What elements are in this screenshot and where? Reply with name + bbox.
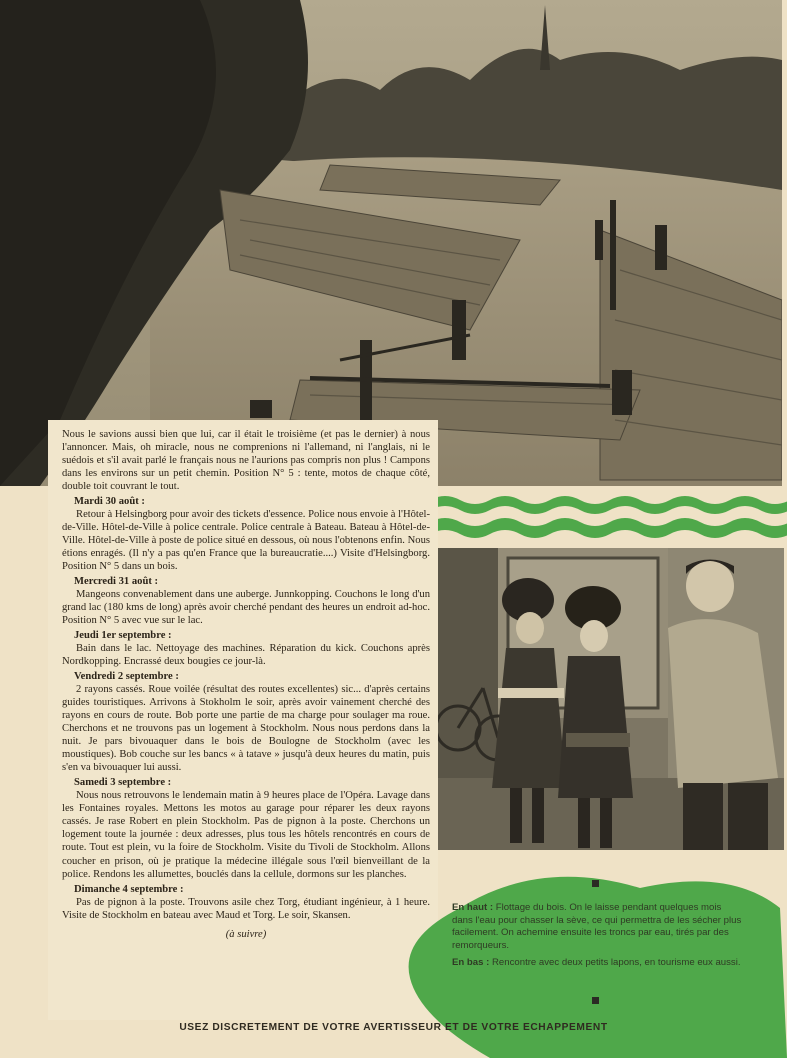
caption-top	[452, 902, 742, 953]
entry-text: Nous nous retrouvons le lendemain matin à 9 heures place de l'Opéra. Lavage dans les Fontaines royales. Mettons les motos au garage pour réparer les deux rayons cassés. Je rase Robert en plein Stockholm. Pas de pignon à la poste. Cherchons un logement toute la journée : deux adresses, plus tous les hôtels rencontrés en cours de route. Tout est plein, vu la foire de Stockholm. Visite du Tivoli de Stockholm. Allons coucher en prison, où je pratique la médecine illégale sous l'œil bienveillant de la police. Rendons les allumettes, bouclés dans la cellule, dormons sur les planches.	[62, 790, 430, 880]
entry-text: Mangeons convenablement dans une auberge. Junnkopping. Couchons le long d'un grand lac (180 kms de long) après avoir cherché pendant des heures un endroit ad-hoc. Position N° 5 avec vue sur le lac.	[62, 589, 430, 627]
river-illustration	[0, 0, 782, 486]
caption-top-text: Flottage du bois. On le laisse pendant quelques mois dans l'eau pour chasser la sève, ce qui permettra de les sécher plus facilement. On achemine ensuite les troncs par eau, tirés par des remorqueurs.	[452, 902, 742, 951]
entry-date: Samedi 3 septembre :	[74, 777, 172, 789]
footer-advisory: USEZ DISCRETEMENT DE VOTRE AVERTISSEUR ET DE VOTRE ECHAPPEMENT	[179, 1022, 608, 1033]
entry-text: Retour à Helsingborg pour avoir des tickets d'essence. Police nous envoie à l'Hôtel-de-Ville. Hôtel-de-Ville à police centrale. Police centrale à Bateau. Bateau à Hôtel-de-Ville. Hôtel-de-Ville à poste de police situé en dessous, où nous l'obtenons enfin. Nous étions enragés. (Il n'y a pas qu'en France que la bureaucratie....) Visite d'Helsingborg. Position N° 5 dans un bois.	[62, 509, 431, 573]
article-body	[48, 420, 438, 1020]
caption-marker-top	[592, 880, 599, 887]
caption-bottom-label: En bas :	[452, 956, 490, 968]
photo-caption	[452, 902, 742, 973]
log-floating-photo	[0, 0, 782, 486]
entry-text: Pas de pignon à la poste. Trouvons asile chez Torg, étudiant ingénieur, à 1 heure. Visite de Stockholm en bateau avec Maud et Torg. Le soir, Skansen.	[62, 896, 430, 921]
entry-date: Vendredi 2 septembre :	[74, 671, 179, 683]
lapland-children-photo	[428, 548, 784, 850]
to-be-continued: (à suivre)	[225, 928, 267, 940]
entry-text: 2 rayons cassés. Roue voilée (résultat des routes excellentes) sic... d'après certains guides touristiques. Arrivons à Stokholm le soir, après avoir vainement cherché des rayons en cours de route. Bob porte une partie de ma charge pour soulager ma roue. Cherchons et ne trouvons pas un logement à Stockholm. Nous nous perdons dans la nuit. Je pars bivouaquer dans le bois de Boulogne de Stockholm (avec les moustiques). Bob couche sur les bancs « à tatave » jusqu'à deux heures du matin, puis s'en va bivouaquer lui aussi.	[62, 684, 430, 774]
caption-bottom	[452, 957, 742, 970]
entry-date: Mercredi 31 août :	[74, 576, 159, 588]
caption-bottom-text: Rencontre avec deux petits lapons, en tourisme eux aussi.	[492, 956, 741, 968]
green-wave-decoration	[430, 492, 787, 544]
entry-date: Dimanche 4 septembre :	[74, 883, 184, 895]
entry-date: Mardi 30 août :	[74, 496, 145, 508]
article-intro: Nous le savions aussi bien que lui, car il était le troisième (et pas le dernier) à nous l'annoncer. Mais, oh miracle, nous ne comprenions ni l'allemand, ni l'anglais, ni le suédois et s'il avait parlé le français nous ne l'aurions pas compris non plus ! Campons dans les environs sur un petit chemin. Position N° 5 : tente, motos de chaque côté, double toit couvrant le tout.	[62, 429, 430, 493]
caption-marker-bottom	[592, 997, 599, 1004]
caption-top-label: En haut :	[452, 902, 494, 913]
entry-date: Jeudi 1er septembre :	[74, 630, 172, 642]
entry-text: Bain dans le lac. Nettoyage des machines. Réparation du kick. Couchons après Nordkopping. Encrassé deux bougies ce jour-là.	[62, 643, 430, 668]
